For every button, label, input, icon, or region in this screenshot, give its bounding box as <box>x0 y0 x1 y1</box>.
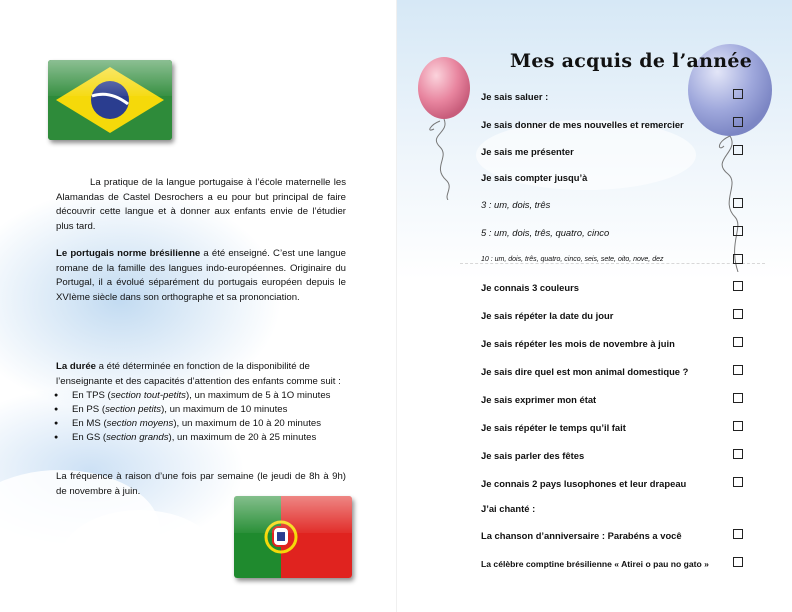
frequency-paragraph: La fréquence à raison d’une fois par semaine (le jeudi de 8h à 9h) de novembre à juin. <box>56 471 346 497</box>
checkbox[interactable] <box>733 449 743 459</box>
skill-item: La chanson d’anniversaire : Parabéns a você <box>481 530 682 541</box>
skill-item: Je sais répéter le temps qu’il fait <box>481 422 626 433</box>
checkbox[interactable] <box>733 365 743 375</box>
pink-balloon-icon <box>410 55 480 200</box>
paragraph-text: a été déterminée en fonction de la disponibilité de l’enseignante et des capacités d’attention des enfants comme suit : <box>56 361 341 387</box>
checkbox[interactable] <box>733 89 743 99</box>
list-item: ● En GS (section grands), un maximum de 20 à 25 minutes <box>56 431 346 445</box>
intro-paragraph: La pratique de la langue portugaise à l’école maternelle les Alamandas de Castel Desrochers a eu pour but principal de faire découvrir cette langue et à donner aux enfants envie de l’étudier plus tard. <box>56 177 346 232</box>
skill-item: 5 : um, dois, três, quatro, cinco <box>481 227 610 238</box>
divider <box>460 263 765 264</box>
paragraph-text: a été enseigné. C’est une langue romane de la famille des langues indo-européennes. Originaire du Portugal, il a évolué séparément du portugais européen depuis le XVIème siècle dans son orthographe et sa prononciation. <box>56 248 346 303</box>
duration-paragraph <box>56 360 346 445</box>
skill-item: Je sais répéter la date du jour <box>481 310 614 321</box>
cloud-decoration <box>60 510 220 610</box>
checkbox[interactable] <box>733 393 743 403</box>
list-item: ● En MS (section moyens), un maximum de 10 à 20 minutes <box>56 417 346 431</box>
checkbox[interactable] <box>733 254 743 264</box>
skill-item: Je connais 2 pays lusophones et leur drapeau <box>481 478 687 489</box>
skill-item: Je sais parler des fêtes <box>481 450 585 461</box>
checkbox[interactable] <box>733 477 743 487</box>
checkbox[interactable] <box>733 198 743 208</box>
skill-item: 3 : um, dois, três <box>481 199 551 210</box>
list-item: ● En TPS (section tout-petits), un maximum de 5 à 1O minutes <box>56 389 346 403</box>
checkbox[interactable] <box>733 309 743 319</box>
checkbox[interactable] <box>733 226 743 236</box>
skill-item: La célèbre comptine brésilienne « Atirei o pau no gato » <box>481 559 709 569</box>
checkbox[interactable] <box>733 421 743 431</box>
skill-item: Je sais exprimer mon état <box>481 394 597 405</box>
skill-item: Je sais saluer : <box>481 91 549 102</box>
blue-balloon-icon <box>680 42 780 272</box>
portugal-flag-icon <box>234 496 352 578</box>
skill-item: Je sais dire quel est mon animal domestique ? <box>481 366 689 377</box>
checkbox[interactable] <box>733 557 743 567</box>
list-item: ● En PS (section petits), un maximum de 10 minutes <box>56 403 346 417</box>
bold-lead: La durée <box>56 361 96 372</box>
duration-list <box>56 389 346 445</box>
skill-item: Je sais me présenter <box>481 146 574 157</box>
brazil-flag-icon <box>48 60 172 140</box>
skill-item: 10 : um, dois, três, quatro, cinco, seis, sete, oito, nove, dez <box>481 256 664 263</box>
checkbox[interactable] <box>733 529 743 539</box>
page-title: Mes acquis de l’année <box>510 50 753 72</box>
skill-item: Je sais compter jusqu’à <box>481 172 588 183</box>
checkbox[interactable] <box>733 145 743 155</box>
section-heading: J’ai chanté : <box>481 503 536 514</box>
page-fold <box>396 0 397 612</box>
skill-item: Je sais répéter les mois de novembre à juin <box>481 338 675 349</box>
portuguese-norm-paragraph <box>56 247 346 305</box>
skill-item: Je sais donner de mes nouvelles et remercier <box>481 119 684 130</box>
checkbox[interactable] <box>733 281 743 291</box>
checkbox[interactable] <box>733 337 743 347</box>
checkbox[interactable] <box>733 117 743 127</box>
bold-lead: Le portugais norme brésilienne <box>56 248 201 259</box>
skill-item: Je connais 3 couleurs <box>481 282 579 293</box>
